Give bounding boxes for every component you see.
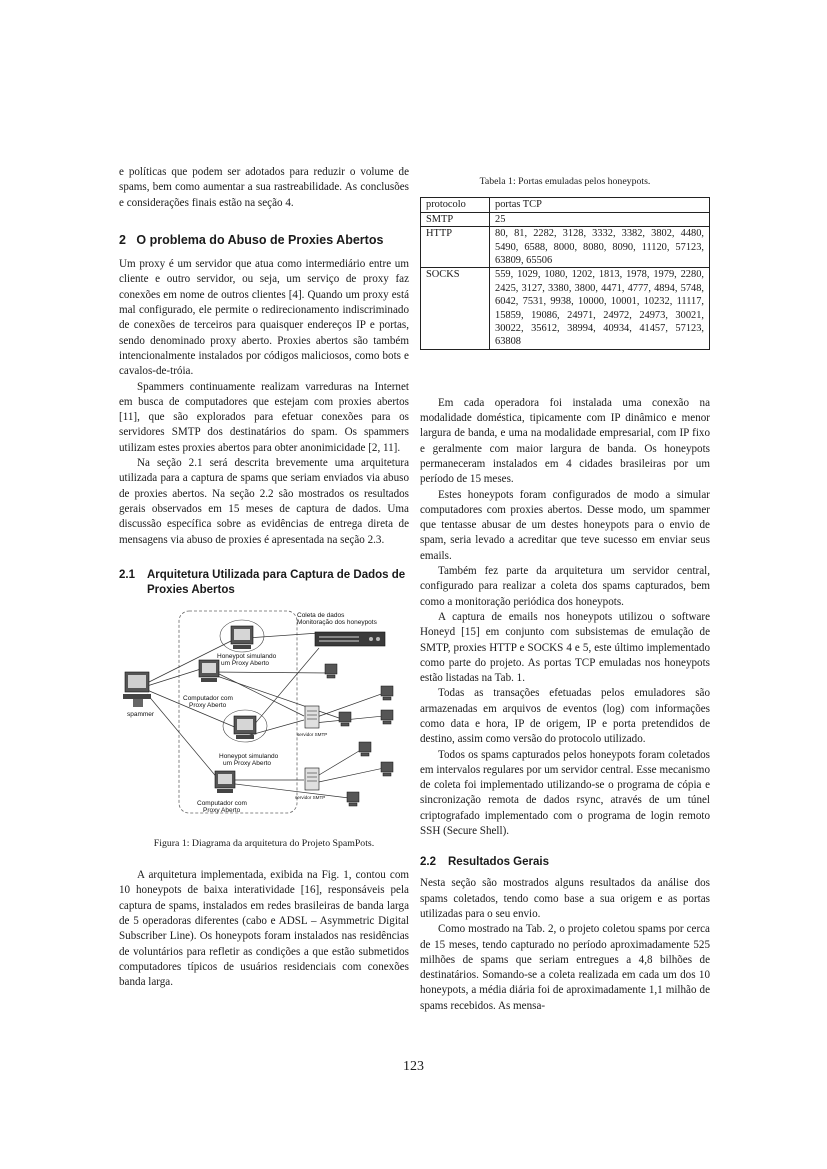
honeypot-label: Honeypot simulando [217,652,277,660]
paragraph-spammers: Spammers continuamente realizam varreduras na Internet em busca de computadores que estejam com proxies abertos [11], que são explorados para efetuar conexões para os servidores SMTP dos destinatários do spam. Os spammers utilizam estes proxies abertos para obter anonimicidade [2, 11]. [119,380,409,454]
architecture-diagram [119,608,409,826]
paragraph-intro-tail: e políticas que podem ser adotados para reduzir o volume de spams, bem como aumentar a sua rastreabilidade. As conclusões e considerações finais estão na seção 4. [119,166,409,209]
section-title: O problema do Abuso de Proxies Abertos [136,232,384,247]
monitoring-label: Monitoração dos honeypots [297,618,377,626]
section-number: 2.1 [119,568,135,581]
section-2-heading [119,233,409,248]
table-cell-ports: 559, 1029, 1080, 1202, 1813, 1978, 1979, 2280, 2425, 3127, 3380, 3800, 4471, 4777, 4894, 5748, 6042, 7531, 9938, 10000, 10001, 10232, 11117, 15859, 19086, 24971, 24972, 24973, 30021, 30022, 35612, 38994, 40934, 41457, 57123, 63808 [490,268,710,349]
recipient-computer-icon [359,742,371,756]
paragraph-central-server: Também fez parte da arquitetura um servidor central, configurado para realizar a coleta dos spams capturados, bem como a monitoração periódica dos honeypots. [420,565,710,608]
smtp-server-label: servidor SMTP [297,731,328,737]
recipient-computer-icon [347,792,359,806]
table-cell-protocol: SOCKS [421,268,490,349]
spammer-computer-icon [123,672,151,707]
section-number: 2.2 [420,856,436,869]
table-cell-protocol: HTTP [421,227,490,268]
recipient-computer-icon [381,686,393,700]
recipient-computer-icon [339,712,351,726]
paragraph-logs: Todas as transações efetuadas pelos emuladores são armazenadas em arquivos de eventos (log) com informações como data e hora, IP de origem, IP e porta pretendidos de destino, assim como versão do protocolo utilizado. [420,687,710,746]
open-proxy-label: Proxy Aberto [189,701,227,709]
section-2-1-heading [119,568,409,598]
open-proxy-label: Proxy Aberto [203,806,241,814]
open-proxy-label: Computador com [183,694,233,702]
architecture-diagram-svg [119,608,409,826]
table-cell-ports: 80, 81, 2282, 3128, 3332, 3382, 3802, 4480, 5490, 6588, 8000, 8080, 8090, 11120, 57123, 63809, 65506 [490,227,710,268]
collection-label: Coleta de dados [297,611,345,619]
spammer-label: spammer [127,710,155,718]
table-header-row [421,198,710,212]
honeypot-label: um Proxy Aberto [221,659,270,667]
table-caption: Tabela 1: Portas emuladas pelos honeypots. [479,176,651,187]
paragraph-architecture: A arquitetura implementada, exibida na Fig. 1, contou com 10 honeypots de baixa interatividade [16], responsáveis pela captura de spams, instalados em redes brasileiras de banda larga de 5 operadoras diferentes (cabo e ADSL – Asymmetric Digital Subscriber Line). Os honeypots foram instalados nas residências de voluntários para refletir as condições a que estão submetidos computadores típicos de usuários residenciais com conexões banda larga. [119,869,409,989]
paragraph-collection: Todos os spams capturados pelos honeypots foram coletados em intervalos regulares por um servidor central. Esse mecanismo de coleta foi implementado utilizando-se o programa de cópia e sincronização remota de dados rsync, através de um túnel criptografado implementado com o programa de login remoto SSH (Secure Shell). [420,748,710,838]
page-number: 123 [403,1059,424,1074]
right-column [420,174,710,1014]
open-proxy-computer-icon [215,771,235,793]
section-title: Arquitetura Utilizada para Captura de Dados de Proxies Abertos [147,568,406,596]
paragraph-section-outline: Na seção 2.1 será descrita brevemente uma arquitetura utilizada para a captura de spams que seriam enviados via abuso de proxies abertos. Na seção 2.2 são mostrados os resultados gerais observados em 15 meses de captura de dados. Uma discussão específica sobre as evidências de entrega direta de mensagens via abuso de proxies é apresentada na seção 2.3. [119,457,409,546]
smtp-server-icon [305,706,319,728]
paragraph-honeypot-config: Estes honeypots foram configurados de modo a simular computadores com proxies abertos. Desse modo, um spammer que tentasse abusar de um destes honeypots para o envio de spam, seria levado a acreditar que teve sucesso em enviar seus emails. [420,488,710,562]
left-column [119,165,409,991]
recipient-computer-icon [381,710,393,724]
table-cell-protocol: SMTP [421,212,490,226]
figure-caption: Figura 1: Diagrama da arquitetura do Projeto SpamPots. [153,837,375,849]
smtp-server-label: servidor SMTP [295,794,326,800]
recipient-computers [325,664,393,806]
table-header-cell: portas TCP [490,198,710,212]
recipient-computer-icon [381,762,393,776]
ports-table [420,197,710,349]
paragraph-results-numbers: Como mostrado na Tab. 2, o projeto coletou spams por cerca de 15 meses, tendo capturado no período aproximadamente 525 milhões de spams que seriam entregues a 4,8 bilhões de destinatários. Somando-se a coleta realizada em cada um dos 10 honeypots, a média diária foi de aproximadamente 1,1 milhão de spams recebidos. As mensa- [420,923,710,1012]
collection-server-icon [315,632,385,646]
paragraph-operators: Em cada operadora foi instalada uma conexão na modalidade doméstica, tipicamente com IP dinâmico e menor largura de banda, e uma na modalidade empresarial, com IP fixo e geralmente com maior largura de banda. Os honeypots permaneceram instalados em 4 cidades brasileiras por um período de 15 meses. [420,396,710,486]
table-row [421,212,710,226]
paragraph-proxy-definition: Um proxy é um servidor que atua como intermediário entre um cliente e outro servidor, ou seja, um serviço de proxy faz conexões em nome de outros clientes [4]. Quando um proxy está mal configurado, ele permite o redirecionamento indiscriminado de conexões de terceiros para quaisquer endereços IP e portas, sendo denominado proxy aberto. Proxies abertos são também intencionalmente instalados por códigos maliciosos, como bots e cavalos-de-tróia. [119,258,409,378]
paragraph-honeyd: A captura de emails nos honeypots utilizou o software Honeyd [15] em conjunto com subsistemas de emulação de SMTP, proxies HTTP e SOCKS 4 e 5, este último implementado como parte do projeto. As portas TCP emuladas nos honeypots estão listadas na Tab. 1. [420,610,710,685]
recipient-computer-icon [325,664,337,678]
table-header-cell: protocolo [421,198,490,212]
smtp-server-icon [305,768,319,790]
honeypot-label: um Proxy Aberto [223,759,272,767]
paragraph-results-intro: Nesta seção são mostrados alguns resultados da análise dos spams coletados, tendo como base a sua origem e as portas utilizadas para o seu envio. [420,877,710,920]
section-title: Resultados Gerais [448,856,549,869]
table-row [421,268,710,349]
open-proxy-computer-icon [199,660,219,682]
honeypot-computer-icon [223,710,267,742]
section-number: 2 [119,232,126,247]
section-2-2-heading [420,855,710,870]
table-row [421,227,710,268]
table-cell-ports: 25 [490,212,710,226]
honeypot-label: Honeypot simulando [219,752,279,760]
honeypot-computer-icon [220,620,264,652]
open-proxy-label: Computador com [197,799,247,807]
